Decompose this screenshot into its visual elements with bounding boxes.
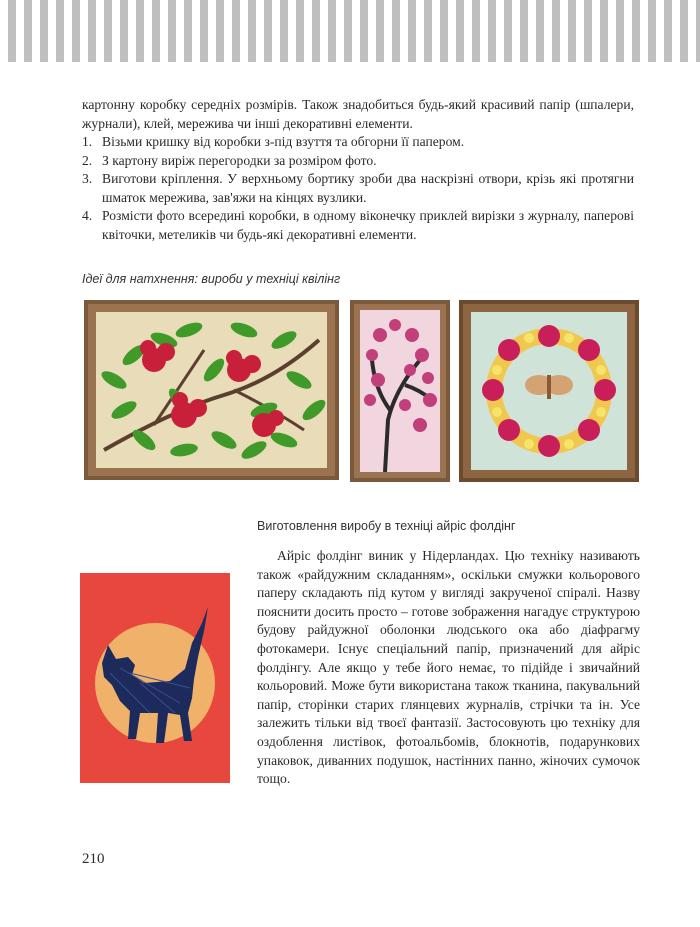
gallery-caption: Ідеї для натхнення: вироби у техніці квілінг [82,272,341,286]
rowan-quilling-photo [84,300,339,480]
steps-list [82,133,634,244]
header-stripes [0,0,700,62]
step-item: 3. Виготови кріплення. У верхньому бортику зроби два наскрізні отвори, крізь які протягни шматок мережива, зав'яжи на кінцях вузлики. [82,171,634,205]
iris-folding-cat-photo [80,573,230,783]
sakura-quilling-photo [350,300,450,482]
step-item: 4. Розмісти фото всередині коробки, в одному віконечку приклей вирізки з журналу, паперові квіточки, метеликів чи будь-які декоративні елементи. [82,208,634,242]
intro-section [82,96,634,244]
wreath-quilling-photo [459,300,639,482]
header-divider [0,62,700,64]
step-item: 2. З картону виріж перегородки за розміром фото. [82,152,377,168]
intro-lead: картонну коробку середніх розмірів. Також знадобиться будь-який красивий папір (шпалери, журнали), клей, мережива чи інші декоративні елементи. [82,97,634,131]
step-item: 1. Візьми кришку від коробки з-під взуття та обгорни її папером. [82,134,465,149]
page-number: 210 [82,851,105,867]
section-heading: Виготовлення виробу в техніці айріс фолдінг [257,519,516,533]
iris-paragraph: Айріс фолдінг виник у Нідерландах. Цю техніку називають також «райдужним складанням», оскільки смужки кольорового паперу складають під кутом у вигляді закрученої спіралі. Назву пояснити досить просто – готове зображення нагадує структурою будову райдужної оболонки людського ока або діафрагму фотокамери. Існує спеціальний папір, призначений для айріс фолдінгу. Але якщо у тебе його немає, то підійде і звичайний кольоровий. Може бути використана також тканина, пакувальний папір, сторінки старих глянцевих журналів, стрічки та ін. Усе залежить тільки від твоєї фантазії. Застосовують цю техніку для оздоблення листівок, фотоальбомів, блокнотів, подарункових упаковок, диванних подушок, настінних панно, жіночих сумочок тощо. [257,548,640,787]
